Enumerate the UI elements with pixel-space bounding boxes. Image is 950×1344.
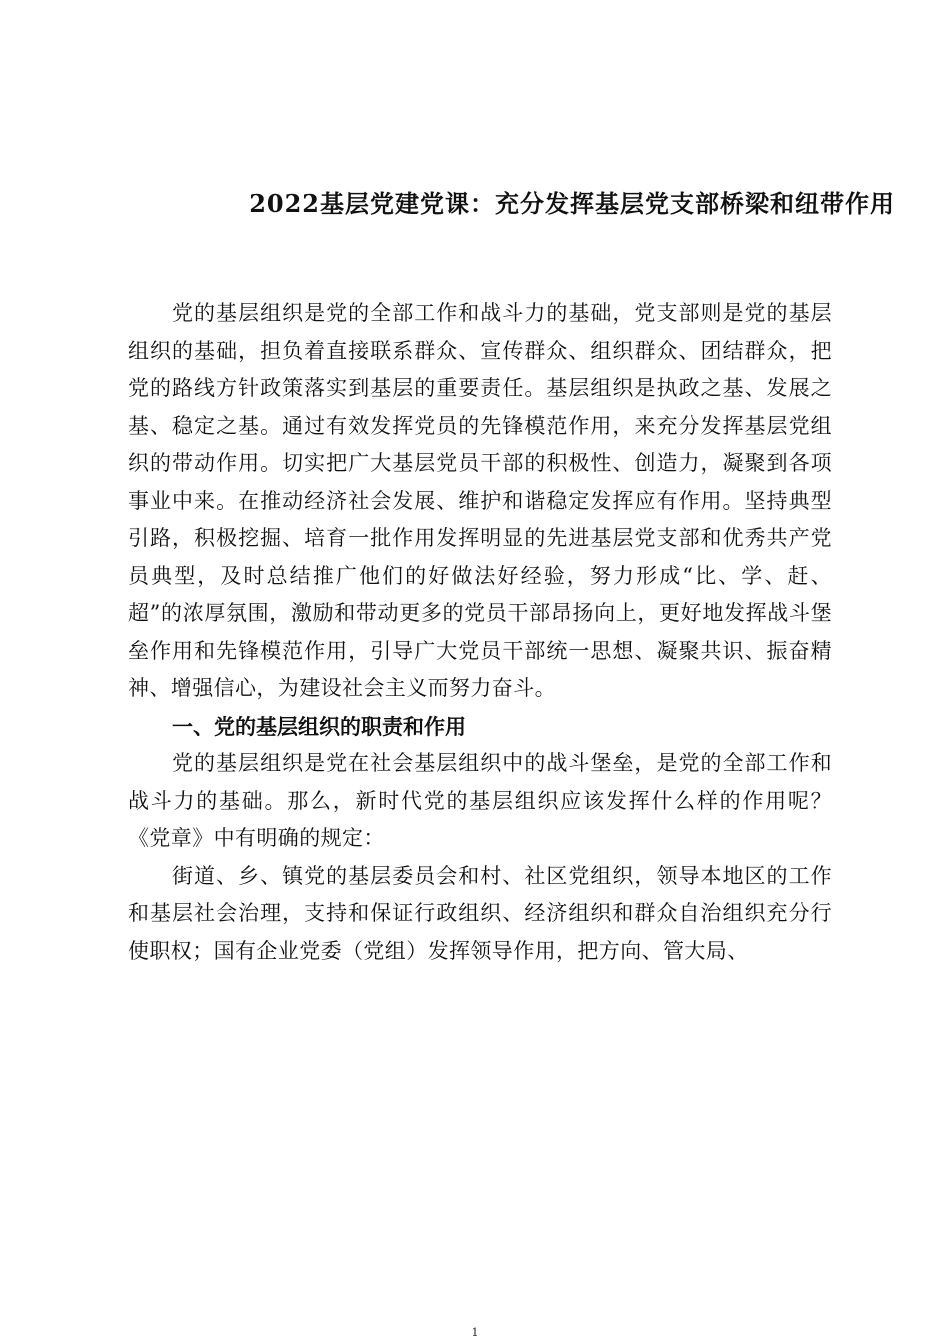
paragraph-regulation: 街道、乡、镇党的基层委员会和村、社区党组织，领导本地区的工作和基层社会治理，支持和保证行政组织、经济组织和群众自治组织充分行使职权；国有企业党委（党组）发挥领导作用，把方向、管大局、 — [128, 863, 832, 963]
page-number: 1 — [471, 1326, 479, 1339]
paragraph-role: 党的基层组织是党在社会基层组织中的战斗堡垒，是党的全部工作和战斗力的基础。那么，新时代党的基层组织应该发挥什么样的作用呢？《党章》中有明确的规定： — [128, 751, 832, 850]
paragraph-intro: 党的基层组织是党的全部工作和战斗力的基础，党支部则是党的基层组织的基础，担负着直接联系群众、宣传群众、组织群众、团结群众，把党的路线方针政策落实到基层的重要责任。基层组织是执政之基、发展之基、稳定之基。通过有效发挥党员的先锋模范作用，来充分发挥基层党组织的带动作用。切实把广大基层党员干部的积极性、创造力，凝聚到各项事业中来。在推动经济社会发展、维护和谐稳定发挥应有作用。坚持典型引路，积极挖掘、培育一批作用发挥明显的先进基层党支部和优秀共产党员典型，及时总结推广他们的好做法好经验，努力形成“比、学、赶、超”的浓厚氛围，激励和带动更多的党员干部昂扬向上，更好地发挥战斗堡垒作用和先锋模范作用，引导广大党员干部统一思想、凝聚共识、振奋精神、增强信心，为建设社会主义而努力奋斗。 — [128, 301, 832, 700]
document-title: 2022基层党建党课：充分发挥基层党支部桥梁和纽带作用 — [249, 189, 895, 218]
document-body — [128, 295, 832, 970]
section-heading: 一、党的基层组织的职责和作用 — [172, 713, 466, 739]
